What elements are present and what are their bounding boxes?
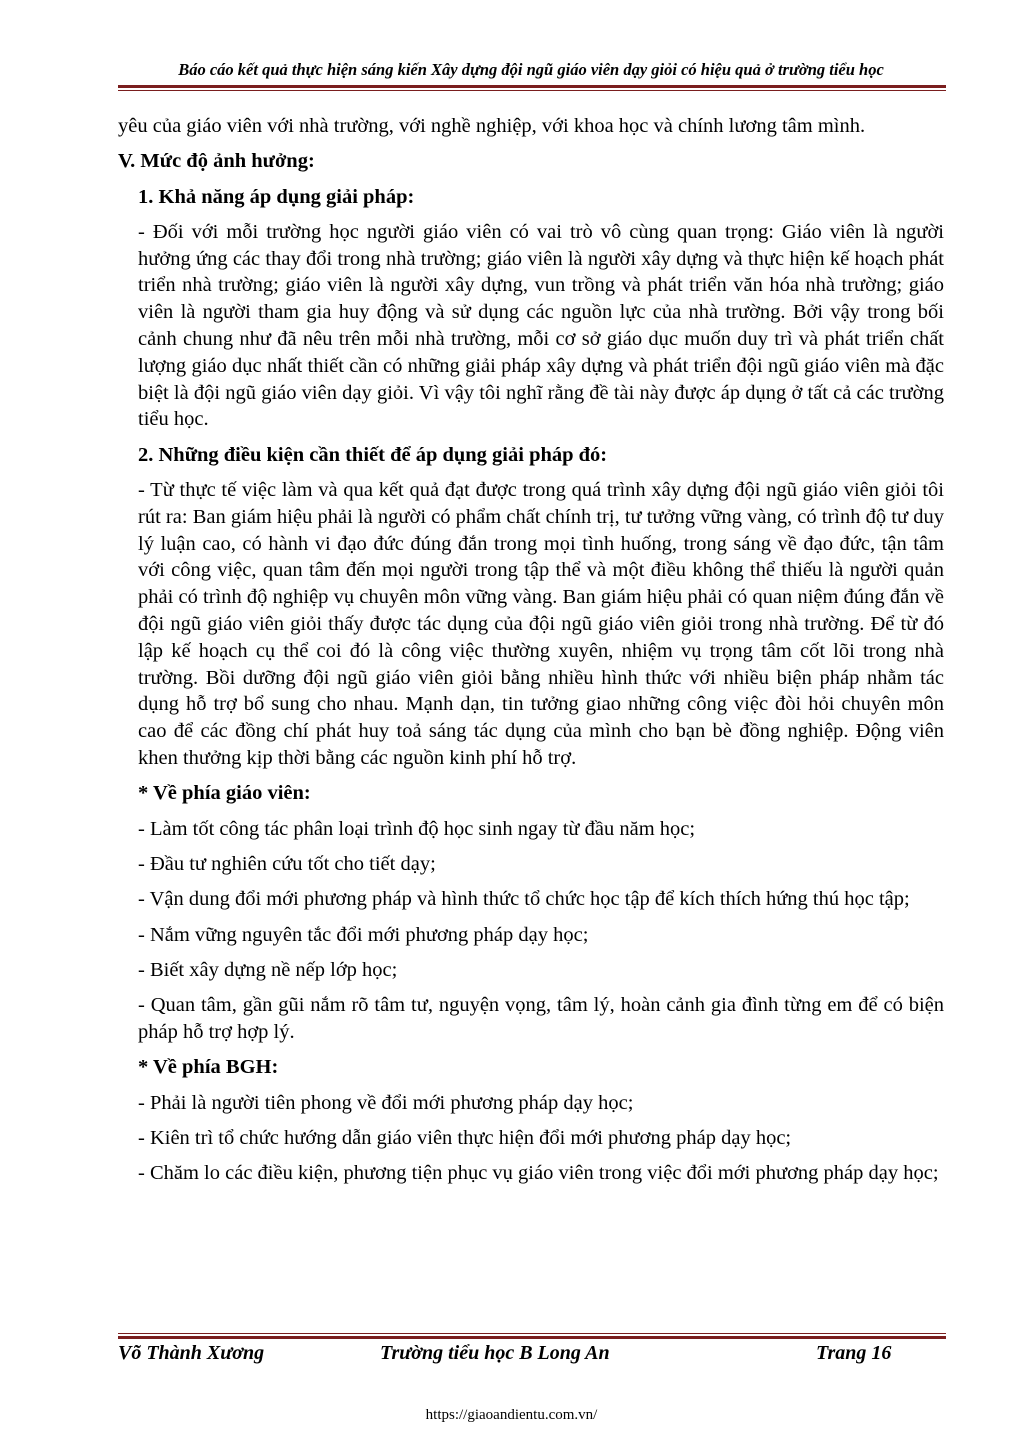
- list-item: - Phải là người tiên phong về đổi mới phương pháp dạy học;: [138, 1091, 634, 1114]
- list-item: - Quan tâm, gần gũi nắm rõ tâm tư, nguyện vọng, tâm lý, hoàn cảnh gia đình từng em để có biện pháp hỗ trợ hợp lý.: [138, 994, 944, 1043]
- page-footer: [118, 1342, 944, 1368]
- list-item: - Làm tốt công tác phân loại trình độ học sinh ngay từ đầu năm học;: [138, 817, 696, 840]
- subsection-heading: 1. Khả năng áp dụng giải pháp:: [138, 185, 415, 208]
- footer-rule: [118, 1333, 946, 1339]
- subsection-heading: 2. Những điều kiện cần thiết để áp dụng giải pháp đó:: [138, 443, 608, 466]
- running-header: Báo cáo kết quả thực hiện sáng kiến Xây dựng đội ngũ giáo viên dạy giỏi có hiệu quả ở trường tiểu học: [178, 60, 884, 79]
- paragraph: - Từ thực tế việc làm và qua kết quả đạt được trong quá trình xây dựng đội ngũ giáo viên giỏi tôi rút ra: Ban giám hiệu phải là người có phẩm chất chính trị, tư tưởng vững vàng, có trình độ tư duy lý luận cao, có hành vi đạo đức đúng đắn trong mọi tình huống, trong sáng về đạo đức, tận tâm với công việc, quan tâm đến mọi người trong tập thể và một điều không thể thiếu là người quản phải có trình độ nghiệp vụ chuyên môn vững vàng. Ban giám hiệu phải có quan niệm đúng đắn về đội ngũ giáo viên giỏi thấy được tác dụng của đội ngũ giáo viên giỏi trong nhà trường. Để từ đó lập kế hoạch cụ thể coi đó là công việc thường xuyên, nhiệm vụ trọng tâm cốt lõi trong nhà trường. Bồi dưỡng đội ngũ giáo viên giỏi bằng nhiều hình thức với nhiều biện pháp nhằm tác dụng hỗ trợ bổ sung cho nhau. Mạnh dạn, tin tưởng giao những công việc đòi hỏi chuyên môn cao để các đồng chí phát huy toả sáng tác dụng của mình cho bạn bè đồng nghiệp. Động viên khen thưởng kịp thời bằng các nguồn kinh phí hỗ trợ.: [138, 479, 944, 770]
- paragraph: yêu của giáo viên với nhà trường, với nghề nghiệp, với khoa học và chính lương tâm mình.: [118, 115, 866, 137]
- list-item: - Kiên trì tổ chức hướng dẫn giáo viên thực hiện đổi mới phương pháp dạy học;: [138, 1126, 792, 1149]
- bgh-heading: * Về phía BGH:: [138, 1056, 279, 1079]
- list-item: - Biết xây dựng nề nếp lớp học;: [138, 958, 398, 981]
- list-item: - Đầu tư nghiên cứu tốt cho tiết dạy;: [138, 852, 436, 875]
- teacher-heading: * Về phía giáo viên:: [138, 782, 311, 805]
- list-item: - Vận dung đổi mới phương pháp và hình thức tổ chức học tập để kích thích hứng thú học tập;: [138, 888, 910, 911]
- list-item: - Chăm lo các điều kiện, phương tiện phục vụ giáo viên trong việc đổi mới phương pháp dạy học;: [138, 1162, 939, 1185]
- paragraph: - Đối với mỗi trường học người giáo viên có vai trò vô cùng quan trọng: Giáo viên là người hưởng ứng các thay đổi trong nhà trường; giáo viên là người xây dựng và thực hiện kế hoạch phát triển nhà trường; giáo viên là người xây dựng, vun trồng và phát triển văn hóa nhà trường; giáo viên là người tham gia huy động và sử dụng các nguồn lực của nhà trường. Bởi vậy trong bối cảnh chung như đã nêu trên mỗi nhà trường, mỗi cơ sở giáo dục muốn duy trì và phát triển chất lượng giáo dục nhất thiết cần có những giải pháp xây dựng và phát triển đội ngũ giáo viên mà đặc biệt là đội ngũ giáo viên dạy giỏi. Vì vậy tôi nghĩ rằng đề tài này được áp dụng ở tất cả các trường tiểu học.: [138, 220, 944, 431]
- footer-author: Võ Thành Xương: [118, 1342, 265, 1364]
- list-item: - Nắm vững nguyên tắc đổi mới phương pháp dạy học;: [138, 923, 589, 946]
- page-number: Trang 16: [816, 1342, 892, 1364]
- header-rule: [118, 85, 946, 91]
- section-heading: V. Mức độ ảnh hưởng:: [118, 150, 315, 173]
- source-link[interactable]: https://giaoandientu.com.vn/: [425, 1407, 598, 1423]
- footer-school: Trường tiểu học B Long An: [380, 1342, 610, 1364]
- page-body: [118, 113, 944, 1195]
